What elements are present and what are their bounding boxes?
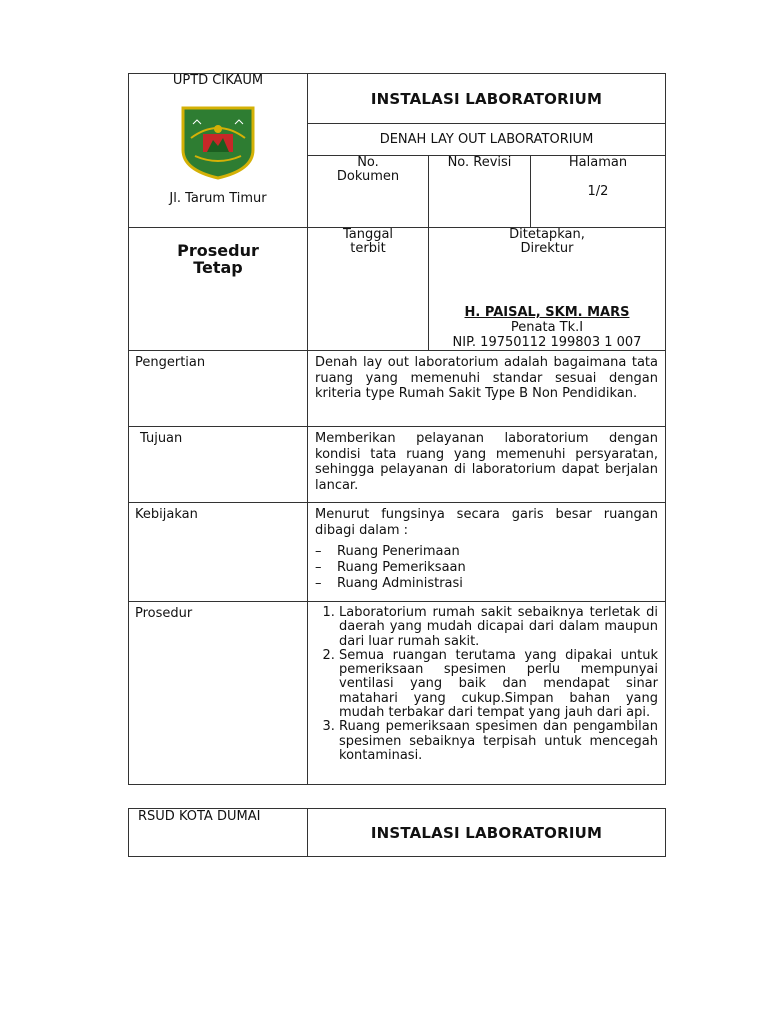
page-value: 1/2 bbox=[587, 184, 609, 199]
kebijakan-body bbox=[308, 503, 666, 602]
tujuan-text: Memberikan pelayanan laboratorium dengan kondisi tata ruang yang memenuhi persyaratan, sehingga pelayanan di laboratorium dapat berjalan lancar. bbox=[315, 431, 658, 493]
tujuan-body bbox=[308, 427, 666, 503]
prosedur-label: Prosedur bbox=[135, 606, 193, 621]
footer-header-table bbox=[128, 808, 666, 857]
procedure-step: 3. Ruang pemeriksaan spesimen dan pengambilan spesimen sebaiknya terpisah untuk mencegah kontaminasi. bbox=[339, 720, 658, 763]
list-item: – Ruang Pemeriksaan bbox=[337, 560, 658, 576]
regency-logo bbox=[179, 104, 257, 180]
sop-label: Prosedur Tetap bbox=[177, 241, 259, 277]
unit-title: INSTALASI LABORATORIUM bbox=[370, 89, 603, 108]
signer-name: H. PAISAL, SKM. MARS bbox=[464, 305, 630, 320]
page-cell bbox=[531, 156, 666, 228]
prosedur-body bbox=[308, 602, 666, 785]
approval-cell bbox=[429, 228, 666, 351]
list-item: – Ruang Administrasi bbox=[337, 576, 658, 592]
page-label: Halaman bbox=[568, 155, 628, 170]
kebijakan-label: Kebijakan bbox=[135, 507, 198, 522]
institution-cell bbox=[129, 74, 308, 228]
revision-label: No. Revisi bbox=[447, 155, 512, 170]
shield-emblem-icon bbox=[179, 104, 257, 180]
room-list bbox=[315, 544, 658, 592]
kebijakan-label-cell bbox=[129, 503, 308, 602]
kebijakan-text: Menurut fungsinya secara garis besar ruangan dibagi dalam : bbox=[315, 507, 658, 538]
approval-label: Ditetapkan, Direktur bbox=[509, 227, 585, 256]
procedure-step: 2. Semua ruangan terutama yang dipakai untuk pemeriksaan spesimen perlu mempunyai ventilasi yang baik dan mendapat sinar matahari yang cukup.Simpan bahan yang mudah terbakar dari tempat yang jauh dari api. bbox=[339, 649, 658, 720]
pengertian-label-cell bbox=[129, 351, 308, 427]
unit-title-cell bbox=[308, 74, 666, 124]
doc-no-label: No. Dokumen bbox=[336, 155, 400, 184]
issue-date-cell bbox=[308, 228, 429, 351]
revision-cell bbox=[429, 156, 531, 228]
doc-title-cell bbox=[308, 124, 666, 156]
pengertian-text: Denah lay out laboratorium adalah bagaimana tata ruang yang memenuhi standar sesuai dengan kriteria type Rumah Sakit Type B Non Pendidikan. bbox=[315, 355, 658, 401]
sop-header-table bbox=[128, 73, 666, 785]
signer-rank: Penata Tk.I bbox=[510, 320, 584, 335]
footer-title-cell bbox=[308, 809, 666, 857]
institution-address: Jl. Tarum Timur bbox=[169, 191, 267, 206]
footer-institution: RSUD KOTA DUMAI bbox=[138, 809, 261, 824]
pengertian-body bbox=[308, 351, 666, 427]
footer-unit-title: INSTALASI LABORATORIUM bbox=[370, 823, 603, 842]
doc-title: DENAH LAY OUT LABORATORIUM bbox=[379, 132, 594, 147]
doc-no-cell bbox=[308, 156, 429, 228]
signer-nip: NIP. 19750112 199803 1 007 bbox=[452, 335, 642, 350]
list-item: – Ruang Penerimaan bbox=[337, 544, 658, 560]
tujuan-label: Tujuan bbox=[140, 431, 183, 446]
sop-label-cell bbox=[129, 228, 308, 351]
tujuan-label-cell bbox=[129, 427, 308, 503]
procedure-step: 1. Laboratorium rumah sakit sebaiknya terletak di daerah yang mudah dicapai dari dalam maupun dari luar rumah sakit. bbox=[339, 606, 658, 649]
issue-date-label: Tanggal terbit bbox=[342, 227, 394, 256]
institution-name: UPTD CIKAUM bbox=[172, 73, 264, 88]
pengertian-label: Pengertian bbox=[135, 355, 206, 370]
footer-institution-cell bbox=[129, 809, 308, 857]
prosedur-label-cell bbox=[129, 602, 308, 785]
procedure-steps bbox=[315, 606, 658, 763]
